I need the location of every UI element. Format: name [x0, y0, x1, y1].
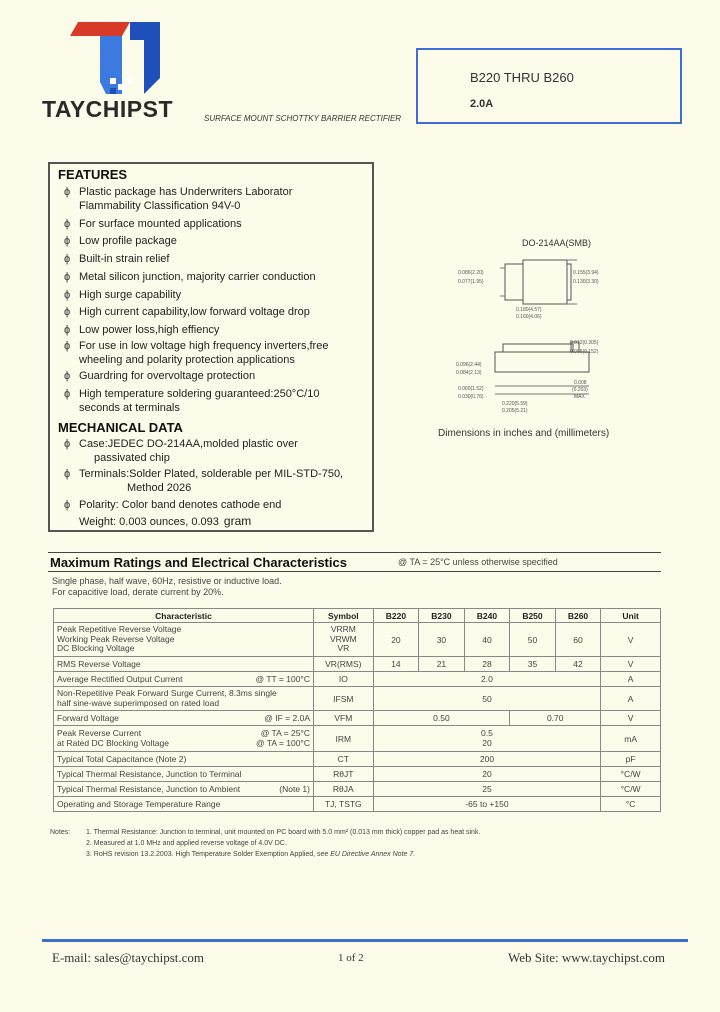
feature-item: Metal silicon junction, majority carrier conduction [79, 271, 316, 283]
value-cell: 42 [555, 657, 601, 672]
package-name: DO-214AA(SMB) [522, 238, 592, 248]
column-header: B220 [373, 609, 419, 623]
footer-divider [42, 939, 688, 942]
dim-label: 0.205(5.21) [502, 408, 528, 414]
value-cell: 25 [373, 782, 601, 797]
dim-label: 0.096(2.44) [456, 362, 482, 368]
value-cell: 50 [373, 687, 601, 711]
value-cell: 2.0 [373, 672, 601, 687]
feature-item: Guardring for overvoltage protection [79, 370, 256, 382]
taychipst-logo [70, 22, 160, 94]
bullet-icon: ϕ [64, 340, 71, 352]
value-cell: 0.50 [373, 711, 510, 726]
column-header: Symbol [313, 609, 373, 623]
value-cell: 60 [555, 623, 601, 657]
bullet-icon: ϕ [64, 306, 71, 318]
feature-item: Low profile package [79, 235, 177, 247]
bullet-icon: ϕ [64, 468, 71, 480]
dim-label: 0.008 [574, 380, 587, 386]
bullet-icon: ϕ [64, 235, 71, 247]
mechanical-title: MECHANICAL DATA [58, 420, 183, 435]
bullet-icon: ϕ [64, 289, 71, 301]
characteristic-cell: Typical Total Capacitance (Note 2) [54, 752, 314, 767]
dim-label: 0.180(4.57) [516, 307, 542, 313]
unit-cell: °C/W [601, 782, 661, 797]
value-cell: 40 [464, 623, 510, 657]
footer-email[interactable]: E-mail: sales@taychipst.com [52, 950, 205, 965]
feature-item: Plastic package has Underwriters Laborator Flammability Classification 94V-0 [79, 186, 293, 212]
ratings-table [53, 608, 661, 812]
value-cell: 20 [373, 623, 419, 657]
value-cell: 35 [510, 657, 556, 672]
footer-website[interactable]: Web Site: www.taychipst.com [508, 950, 665, 965]
dim-label: 0.006(0.152) [570, 349, 599, 355]
table-row [54, 687, 661, 711]
symbol-cell: RθJA [313, 782, 373, 797]
unit-cell: mA [601, 726, 661, 752]
unit-cell: °C [601, 797, 661, 812]
characteristic-cell: RMS Reverse Voltage [54, 657, 314, 672]
table-row [54, 797, 661, 812]
characteristic-cell: Operating and Storage Temperature Range [54, 797, 314, 812]
dim-label: 0.155(3.94) [573, 270, 599, 276]
dim-label: 0.060(1.52) [458, 386, 484, 392]
brand-name: TAYCHIPST [42, 96, 174, 122]
notes-label: Notes: [50, 829, 71, 836]
bullet-icon: ϕ [64, 388, 71, 400]
table-row [54, 672, 661, 687]
column-header: B260 [555, 609, 601, 623]
note-item: 1. Thermal Resistance: Junction to terminal, unit mounted on PC board with 5.0 mm² (0.013 mm thick) copper pad as heat sink. [86, 829, 481, 836]
value-cell: 30 [419, 623, 465, 657]
value-cell: 0.5 20 [373, 726, 601, 752]
unit-cell: V [601, 711, 661, 726]
feature-item: For surface mounted applications [79, 218, 242, 230]
unit-cell: V [601, 657, 661, 672]
value-cell: 200 [373, 752, 601, 767]
column-header: Unit [601, 609, 661, 623]
column-header: B230 [419, 609, 465, 623]
unit-cell: pF [601, 752, 661, 767]
value-cell: 28 [464, 657, 510, 672]
mechanical-item: Case:JEDEC DO-214AA,molded plastic over passivated chip [79, 438, 298, 464]
ratings-intro: Single phase, half wave, 60Hz, resistive or inductive load. [52, 576, 282, 586]
current-rating: 2.0A [470, 98, 494, 110]
product-subtitle: SURFACE MOUNT SCHOTTKY BARRIER RECTIFIER [204, 114, 402, 123]
value-cell: 50 [510, 623, 556, 657]
dim-label: 0.084(2.13) [456, 370, 482, 376]
unit-cell: °C/W [601, 767, 661, 782]
feature-item: High temperature soldering guaranteed:250°C/10 seconds at terminals [79, 388, 320, 414]
unit-cell: V [601, 623, 661, 657]
value-cell: 0.70 [510, 711, 601, 726]
symbol-cell: CT [313, 752, 373, 767]
bullet-icon: ϕ [64, 499, 71, 511]
value-cell: -65 to +150 [373, 797, 601, 812]
characteristic-cell: Typical Thermal Resistance, Junction to Ambient (Note 1) [54, 782, 314, 797]
table-row [54, 623, 661, 657]
symbol-cell: IFSM [313, 687, 373, 711]
dim-label: 0.130(3.30) [573, 279, 599, 285]
bullet-icon: ϕ [64, 218, 71, 230]
value-cell: 20 [373, 767, 601, 782]
column-header: Characteristic [54, 609, 314, 623]
feature-item: Built-in strain relief [79, 253, 170, 265]
dim-label: 0.086(2.20) [458, 270, 484, 276]
column-header: B250 [510, 609, 556, 623]
table-row [54, 767, 661, 782]
symbol-cell: IO [313, 672, 373, 687]
dim-label: (0.203) [572, 387, 588, 393]
bullet-icon: ϕ [64, 370, 71, 382]
dim-label: 0.030(0.76) [458, 394, 484, 400]
part-number: B220 THRU B260 [470, 70, 574, 85]
table-row [54, 711, 661, 726]
table-header-row [54, 609, 661, 623]
characteristic-cell: Average Rectified Output Current @ TT = 100°C [54, 672, 314, 687]
ratings-condition: @ TA = 25°C unless otherwise specified [398, 557, 558, 567]
feature-item: Low power loss,high effiency [79, 324, 220, 336]
divider [48, 571, 661, 572]
column-header: B240 [464, 609, 510, 623]
dim-label: 0.220(5.59) [502, 401, 528, 407]
mechanical-item: Polarity: Color band denotes cathode end [79, 499, 282, 511]
features-title: FEATURES [58, 167, 128, 182]
bullet-icon: ϕ [64, 271, 71, 283]
ratings-title: Maximum Ratings and Electrical Characteristics [50, 555, 347, 570]
unit-cell: A [601, 672, 661, 687]
weight-text: Weight: 0.003 ounces, 0.093 gram [79, 514, 252, 528]
divider [48, 552, 661, 553]
characteristic-cell: Typical Thermal Resistance, Junction to Terminal [54, 767, 314, 782]
bullet-icon: ϕ [64, 324, 71, 336]
characteristic-cell: Non-Repetitive Peak Forward Surge Current, 8.3ms single half sine-wave superimposed on rated load [54, 687, 314, 711]
value-cell: 14 [373, 657, 419, 672]
dimension-caption: Dimensions in inches and (millimeters) [438, 428, 610, 439]
feature-item: High surge capability [79, 289, 182, 301]
ratings-intro: For capacitive load, derate current by 20%. [52, 587, 224, 597]
table-row [54, 752, 661, 767]
bullet-icon: ϕ [64, 186, 71, 198]
mechanical-item: Terminals:Solder Plated, solderable per MIL-STD-750, Method 2026 [79, 468, 344, 494]
dim-label: 0.012(0.305) [570, 340, 599, 346]
characteristic-cell: Peak Repetitive Reverse Voltage Working Peak Reverse Voltage DC Blocking Voltage [54, 623, 314, 657]
symbol-cell: RθJT [313, 767, 373, 782]
table-row [54, 726, 661, 752]
page-number: 1 of 2 [338, 952, 364, 964]
note-item: 3. RoHS revision 13.2.2003. High Temperature Solder Exemption Applied, see EU Directive Annex Note 7. [86, 851, 416, 858]
symbol-cell: IRM [313, 726, 373, 752]
symbol-cell: VRRM VRWM VR [313, 623, 373, 657]
table-row [54, 657, 661, 672]
title-box [416, 48, 682, 124]
bullet-icon: ϕ [64, 438, 71, 450]
characteristic-cell: Peak Reverse Current @ TA = 25°C at Rated DC Blocking Voltage @ TA = 100°C [54, 726, 314, 752]
dim-label: 0.160(4.06) [516, 314, 542, 320]
feature-item: High current capability,low forward voltage drop [79, 306, 310, 318]
symbol-cell: VFM [313, 711, 373, 726]
symbol-cell: TJ, TSTG [313, 797, 373, 812]
unit-cell: A [601, 687, 661, 711]
symbol-cell: VR(RMS) [313, 657, 373, 672]
dim-label: MAX [574, 394, 585, 400]
bullet-icon: ϕ [64, 253, 71, 265]
feature-item: For use in low voltage high frequency inverters,free wheeling and polarity protection applications [79, 340, 329, 366]
table-row [54, 782, 661, 797]
dim-label: 0.077(1.95) [458, 279, 484, 285]
note-item: 2. Measured at 1.0 MHz and applied reverse voltage of 4.0V DC. [86, 840, 287, 847]
characteristic-cell: Forward Voltage @ IF = 2.0A [54, 711, 314, 726]
value-cell: 21 [419, 657, 465, 672]
